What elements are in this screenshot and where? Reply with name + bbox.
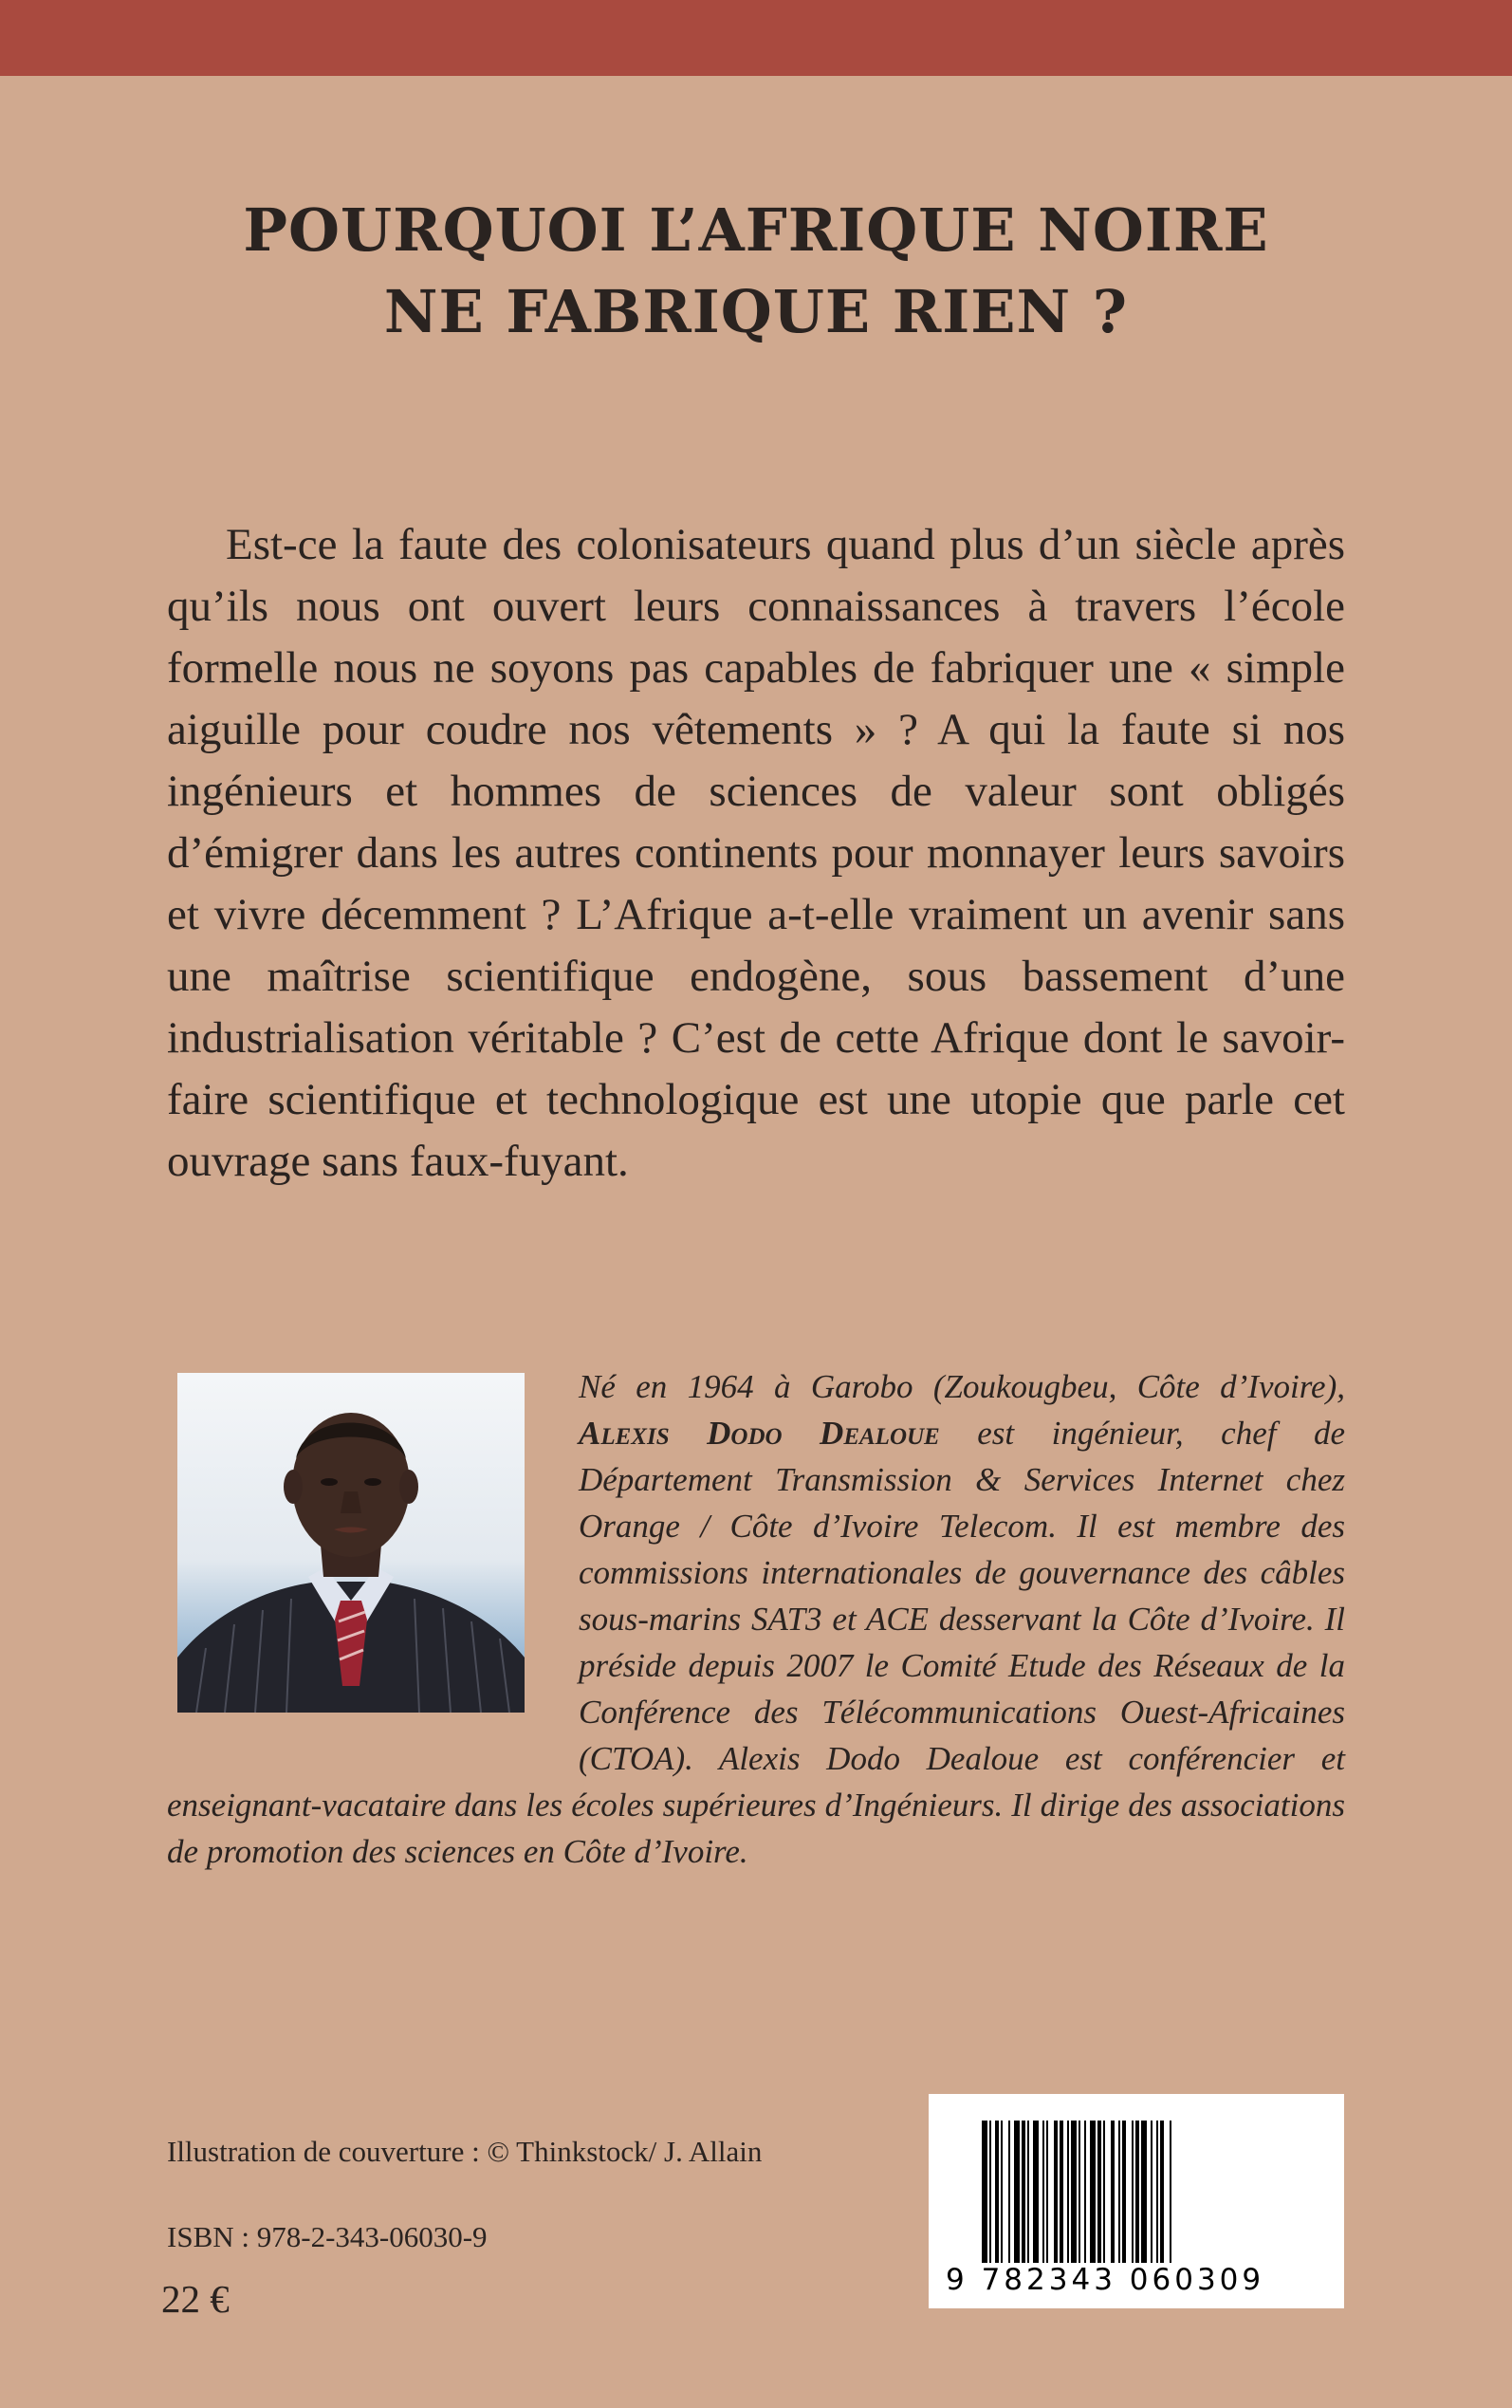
barcode-bar — [1122, 2121, 1126, 2263]
barcode-bar — [1046, 2121, 1048, 2263]
title-line-1: POURQUOI L’AFRIQUE NOIRE — [243, 195, 1269, 265]
barcode-bar — [1111, 2121, 1115, 2263]
barcode-digits: 9 782343 060309 — [946, 2263, 1265, 2297]
barcode-bar — [1151, 2121, 1152, 2263]
back-cover-blurb: Est-ce la faute des colonisateurs quand plus d’un siècle après qu’ils nous ont ouvert leurs connaissances à travers l’école formelle nous ne soyons pas capables de fabriquer une « simple aiguille pour coudre nos vêtements » ? A qui la faute si nos ingénieurs et hommes de sciences de valeur sont obligés d’émigrer dans les autres continents pour monnayer leurs savoirs et vivre décemment ? L’Afrique a-t-elle vraiment un avenir sans une maîtrise scientifique endogène, sous bassement d’une industrialisation véritable ? C’est de cette Afrique dont le savoir-faire scientifique et technologique est une utopie que parle cet ouvrage sans faux-fuyant. — [167, 520, 1345, 1186]
barcode-bar — [1141, 2121, 1147, 2263]
barcode-bar — [1097, 2121, 1101, 2263]
barcode-bar — [1090, 2121, 1096, 2263]
book-title — [0, 190, 1512, 353]
barcode-bar — [1079, 2121, 1080, 2263]
barcode-bar — [1170, 2121, 1171, 2263]
barcode-bar — [1071, 2121, 1077, 2263]
author-bio — [167, 1363, 1345, 1875]
barcode-bar — [1027, 2121, 1029, 2263]
barcode-bar — [1001, 2121, 1003, 2263]
barcode-bar — [1022, 2121, 1025, 2263]
barcode-bar — [1118, 2121, 1120, 2263]
barcode-bar — [1103, 2121, 1105, 2263]
barcode-bar — [1156, 2121, 1158, 2263]
isbn: ISBN : 978-2-343-06030-9 — [167, 2220, 488, 2253]
barcode-bar — [982, 2121, 987, 2263]
price: 22 € — [161, 2277, 230, 2321]
cover-illustration-credit: Illustration de couverture : © Thinkstock/ J. Allain — [167, 2135, 763, 2168]
barcode-bar — [1008, 2121, 1010, 2263]
title-line-2: NE FABRIQUE RIEN ? — [383, 277, 1129, 346]
barcode-bar — [1042, 2121, 1044, 2263]
barcode-bar — [1135, 2121, 1139, 2263]
barcode-bar — [995, 2121, 999, 2263]
barcode-bars-icon — [982, 2121, 1295, 2263]
author-bio-intro: Né en 1964 à Garobo (Zoukougbeu, Côte d’Ivoire), — [579, 1368, 1345, 1405]
barcode-bar — [1067, 2121, 1069, 2263]
author-bio-rest: est ingénieur, chef de Département Transmission & Services Internet chez Orange / Côte d’Ivoire Telecom. Il est membre des commissions internationales de gouvernance des câbles sous-marins SAT3 et ACE desservant la Côte d’Ivoire. Il préside depuis 2007 le Comité Etude des Réseaux de la Conférence des Télécommunications Ouest-Africaines (CTOA). Alexis Dodo Dealoue est conférencier et enseignant-vacataire dans les écoles supérieures d’Ingénieurs. Il dirige des associations de promotion des sciences en Côte d’Ivoire. — [167, 1415, 1346, 1870]
author-name: Alexis Dodo Dealoue — [579, 1415, 940, 1452]
top-color-band — [0, 0, 1512, 76]
barcode-bar — [1132, 2121, 1134, 2263]
barcode-bar — [989, 2121, 991, 2263]
barcode-bar — [1054, 2121, 1058, 2263]
barcode-bar — [1160, 2121, 1164, 2263]
barcode-bar — [1014, 2121, 1020, 2263]
barcode-bar — [1033, 2121, 1039, 2263]
barcode-bar — [1084, 2121, 1086, 2263]
barcode — [929, 2094, 1344, 2308]
barcode-bar — [1060, 2121, 1063, 2263]
photo-spacer — [167, 1363, 579, 1743]
